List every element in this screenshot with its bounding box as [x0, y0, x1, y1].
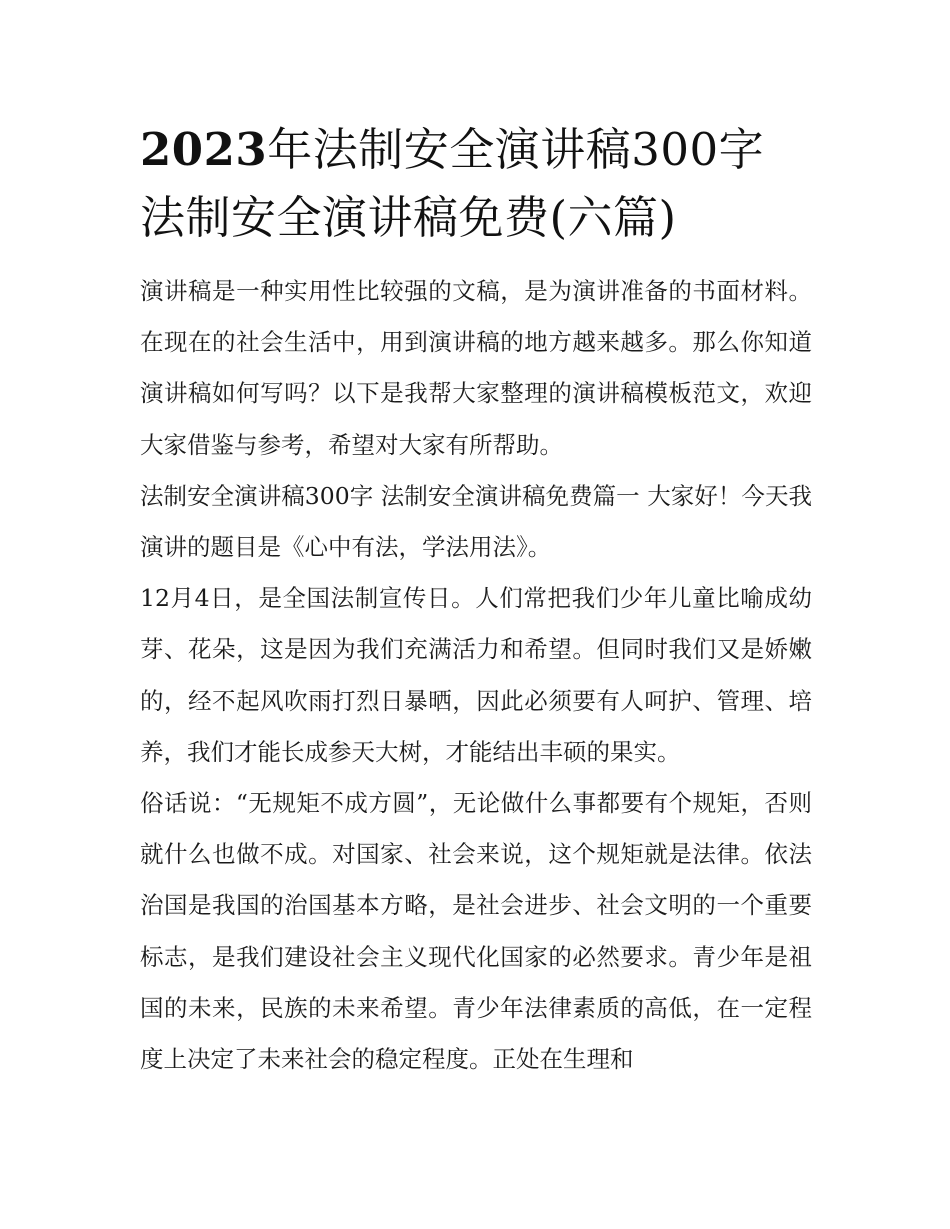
document-body	[140, 266, 812, 1085]
paragraph-legal-day: 12月4日，是全国法制宣传日。人们常把我们少年儿童比喻成幼芽、花朵，这是因为我们充满活力和希望。但同时我们又是娇嫩的，经不起风吹雨打烈日暴晒，因此必须要有人呵护、管理、培养，我们才能长成参天大树，才能结出丰硕的果实。	[140, 584, 812, 766]
paragraph-intro: 演讲稿是一种实用性比较强的文稿，是为演讲准备的书面材料。在现在的社会生活中，用到演讲稿的地方越来越多。那么你知道演讲稿如何写吗？以下是我帮大家整理的演讲稿模板范文，欢迎大家借鉴与参考，希望对大家有所帮助。	[140, 277, 812, 459]
title-year: 2023	[140, 123, 268, 176]
document-title	[140, 116, 812, 252]
title-line-2: 法制安全演讲稿免费(六篇)	[140, 191, 677, 244]
title-line-1-text: 年法制安全演讲稿300字	[267, 123, 765, 176]
paragraph-speech-opening: 法制安全演讲稿300字 法制安全演讲稿免费篇一 大家好！今天我演讲的题目是《心中有法，学法用法》。	[140, 481, 812, 562]
title-line-1	[140, 116, 812, 184]
paragraph-rules: 俗话说：“无规矩不成方圆”，无论做什么事都要有个规矩，否则就什么也做不成。对国家、社会来说，这个规矩就是法律。依法治国是我国的治国基本方略，是社会进步、社会文明的一个重要标志，是我们建设社会主义现代化国家的必然要求。青少年是祖国的未来，民族的未来希望。青少年法律素质的高低，在一定程度上决定了未来社会的稳定程度。正处在生理和	[140, 789, 812, 1074]
document-content	[140, 116, 812, 1085]
